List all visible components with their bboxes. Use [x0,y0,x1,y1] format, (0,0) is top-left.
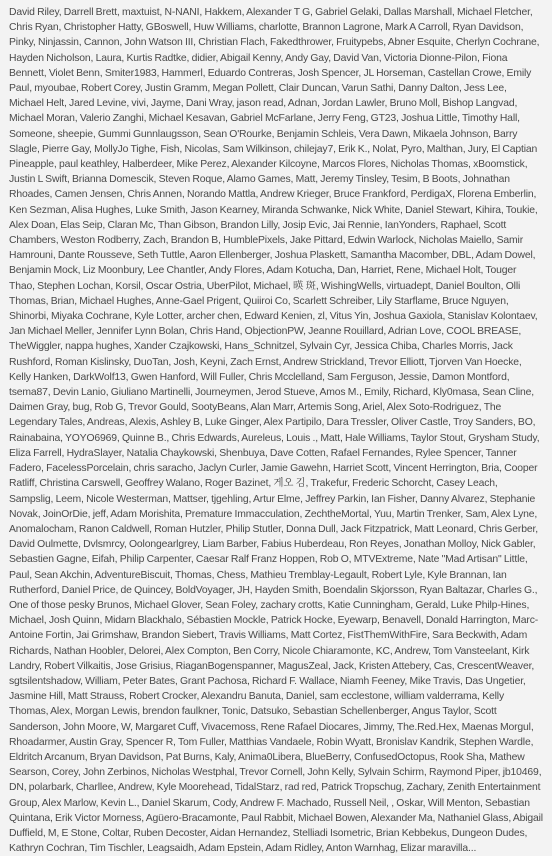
backer-credits-list: David Riley, Darrell Brett, maxtuist, N-NANI, Hakkem, Alexander T G, Gabriel Gelaki, Dallas Marshall, Michael Fletcher, Chris Ryan, Christopher Hatty, GBoswell, Huw Williams, charlotte, Brannon Lagrone, Mark A Carroll, Ryan Davidson, Pinky, Ninjassin, Cannon, John Watson III, Christian Flach, Fakedthrower, Fruitypebs, Abner Esquite, Cherlyn Cochrane, Hayden Nicholson, Laura, Kurtis Radtke, didier, Abigail Kenny, Andy Gay, David Van, Victoria Dionne-Pilon, Fiona Bennett, Violet Benn, Smiter1983, Hammerl, Eduardo Contreras, Josh Spencer, JL Horseman, Castellan Crowe, Emily Paul, myoubae, Robert Corey, Justin Gramm, Megan Pollett, Clair Duncan, Varun Sathi, Danny Dalton, Jess Lee, Michael Helt, Jared Levine, vivi, Jayme, Dani Wray, jason read, Adnan, Jordan Lawler, Bruno Moll, Bishop Langvad, Michael Moran, Valerio Zanghi, Michael Kesavan, Gabriel McFarlane, Jerry Feng, GT23, Joshua Little, Timothy Hall, Someone, sheepie, Gummi Gunnlaugsson, Sean O'Rourke, Benjamin Schleis, Vera Dawn, Mikaela Johnson, Barry Slagle, Pierre Gay, MollyJo Tighe, Fish, Nicolas, Sam Wilkinson, chilejay7, Erik K., Nolat, Pyro, Malthan, Jury, El Captian Pineapple, paul keathley, Halberdeer, Mike Perez, Alexander Kilcoyne, Marcos Flores, Nicholas Thomas, xBoomstick, Justin L Swift, Brianna Domescik, Steven Roque, Alamo Games, Matt, Jeremy Tinsley, Tesim, B Boots, Johnathan Rhoades, Camen Jensen, Chris Annen, Norando Mattla, Andrew Krieger, Bruce Frankford, PerdigaX, Florena Emberlin, Ken Sezman, Alisa Hughes, Luke Smith, Jason Kearney, Miranda Schwanke, Nick White, Daniel Stewart, Kihira, Toukie, Alex Doan, Elas Seip, Claran Mc, Than Gibson, Brandon Lilly, Josip Evic, Jai Rennie, IanYonders, Raphael, Scott Chambers, Weston Rodberry, Zach, Brandon B, HumblePixels, Jake Pittard, Edwin Warlock, Nicholas Maiello, Samir Hamrouni, Dante Rousseve, Seth Tuttle, Aaron Ellenberger, Joshua Plaskett, Samantha Macomber, DBL, Adam Dowel, Benjamin Mock, Liz Moonbury, Lee Chantler, Andy Flores, Adam Kotucha, Dan, Harriet, Rene, Michael Holt, Touger Thao, Stephen Lochan, Korsil, Oscar Ostria, UberPilot, Michael, 暎 斑, WishingWells, virtuadept, Daniel Boulton, Olli Thomas, Brian, Michael Hughes, Anne-Gael Prigent, Quiiroi Co, Scarlett Schreiber, Lily Starflame, Bruce Nguyen, Shinorbi, Miyaka Cochrane, Kyle Lotter, archer chen, Edward Kenien, zl, Vitus Yin, Joshua Gaxiola, Stanislav Kolontaev, Jan Michael Meller, Jennifer Lynn Bolan, Chris Hand, ObjectionPW, Jeanne Rouillard, Adrian Love, COOL BREASE, TheWiggler, nappa hughes, Xander Czajkowski, Hans_Schnitzel, Sylvain Cyr, Jessica Chiba, Charles Morris, Jack Rushford, Roman Kislinsky, DuoTan, Josh, Keyni, Zach Ernst, Andrew Strickland, Trevor Elliott, Tjorven Van Hoecke, Kelly Hanken, DarkWolf13, Gwen Hanford, Will Fuller, Chris Mcclelland, Sam Ferguson, Jessie, Damon Montford, tsema87, Devin Lanio, Giuliano Martinelli, Journeymen, Jerod Stueve, Amos M., Emily, Richard, Kly0masa, Sean Cline, Daimen Gray, bug, Rob G, Trevor Gould, SootyBeans, Alan Marr, Artemis Song, Ariel, Alex Soto-Rodriguez, The Legendary Tales, Andreas, Alexis, Ashley B, Luke Ginger, Alex Partipilo, Dara Tressler, Oliver Castle, Troy Sanders, BO, Rainabaina, YOYO6969, Quinne B., Chris Edwards, Aureleus, Louis ., Matt, Hale Williams, Taylor Stout, Grysham Study, Eliza Farrell, HydraSlayer, Natalia Chaykowski, Shenbuya, Dave Cotten, Rafael Fernandes, Rylee Spencer, Tanner Fadero, FacelessPorcelain, chris saracho, Jaclyn Curler, Jamie Gawehn, Harriet Scott, Vincent Herrington, Bria, Cooper Ratliff, Christina Carswell, Geoffrey Walano, Roger Bazinet, 게오 김, Trakefur, Frederic Schorcht, Casey Leach, Sampslig, Leem, Nicole Westerman, Mattser, tjgehling, Artur Elme, Jeffrey Parkin, Ian Fisher, Danny Alvarez, Stephanie Novak, JoinOrDie, jeff, Adam Morishita, Premature Immacculation, ZechtheMortal, Yuu, Martin Trenker, Sam, Alex Lyne, Anomalocham, Ranon Caldwell, Roman Hutzler, Philip Stutler, Donna Dull, Jack Fitzpatrick, Matt Leonard, Chris Gerber, David Oulmette, Dvlsmrcy, Oolongearlgrey, Liam Barber, Fabius Huberdeau, Ron Reyes, Jonathan Molloy, Nick Gabler, Sebastien Gagne, Eifah, Philip Carpenter, Caesar Ralf Franz Hoppen, Rob O, MTVExtreme, Nate "Mad Artisan" Little, Paul, Sean Akchin, AdventureBiscuit, Thomas, Chess, Mathieu Tremblay-Legault, Robert Lyle, Kyle Brannan, Ian Rutherford, Daniel Price, de Quincey, BoldVoyager, JH, Hayden Smith, Boendalin Skjorsson, Ryan Baltazar, Charles G., One of those pesky Brunos, Michael Glover, Sean Foley, zachary crotts, Katie Cunningham, Gerald, Luke Philp-Hines, Michael, Josh Quinn, Midarn Blackhalo, Sébastien Mockle, Patrick Hocke, Eyewarp, Benavell, Donald Harrington, Marc-Antoine Fortin, Jai Grimshaw, Brandon Siebert, Travis Williams, Matt Cortez, FistThemWithFire, Sara Beckwith, Adam Richards, Nathan Hoobler, Delorei, Alex Compton, Ben Corry, Nicole Chiaramonte, KC, Andrew, Tom Vansteelant, Kirk Landry, Robert Vilkaitis, Jose Grisius, RiaganBogenspanner, MagusZeal, Jack, Kristen Attebery, Cas, CrescentWeaver, sgtsilentshadow, William, Peter Bates, Grant Pachosa, Richard F. Wallace, Niamh Feeney, Mike Travis, Das Ungetier, Jasmine Hill, Matt Strauss, Robert Crocker, Alexandru Banuta, Daniel, sam ecclestone, william valderrama, Kelly Thomas, Alex, Morgan Lewis, brendon faulkner, Tonic, Datsuko, Sebastian Schellenberger, Angus Taylor, Scott Sanderson, John Moore, W, Margaret Cuff, Vivacemoss, Rene Rafael Diocares, Jimmy, The.Red.Hex, Maenas Morgul, Rhoadarmer, Austin Gray, Spencer R, Tom Fuller, Matthias Vandaele, Robin Wyatt, Bronislav Kandrik, Stephen Wardle, Eldritch Arcanum, Bryan Davidson, Pat Burns, Kaly, Anima0Libera, BlueBerry, ConfusedOctopus, Rook Sha, Mathew Searson, Corey, John Zerbinos, Nicholas Westphal, Trevor Cornell, John Kelly, Sylvain Schirm, Raymond Piper, jb10469, DN, polarbark, Charllee, Andrew, Kyle Moorehead, TidalStarz, rad red, Patrick Tropschug, Zachary, Zenith Entertainment Group, Alex Marlow, Kevin L., Daniel Skarum, Cody, Andrew F. Machado, Russell Neil, , Oskar, Will Menton, Sebastian Quintana, Erik Victor Morness, Agüero-Bracamonte, Paul Rabbit, Michael Bowen, Alexander Ma, Nathaniel Glass, Abigail Duffield, M, E Stone, Coltar, Ruben Decoster, Aidan Hernandez, Stelliadi Isometric, Brian Kebbekus, Dungeon Dudes, Kathryn Cochran, Tim Tischler, Leagsaidh, Adam Epstein, Adam Ridley, Anton Warnhag, Elizar maravilla... [9,7,543,855]
